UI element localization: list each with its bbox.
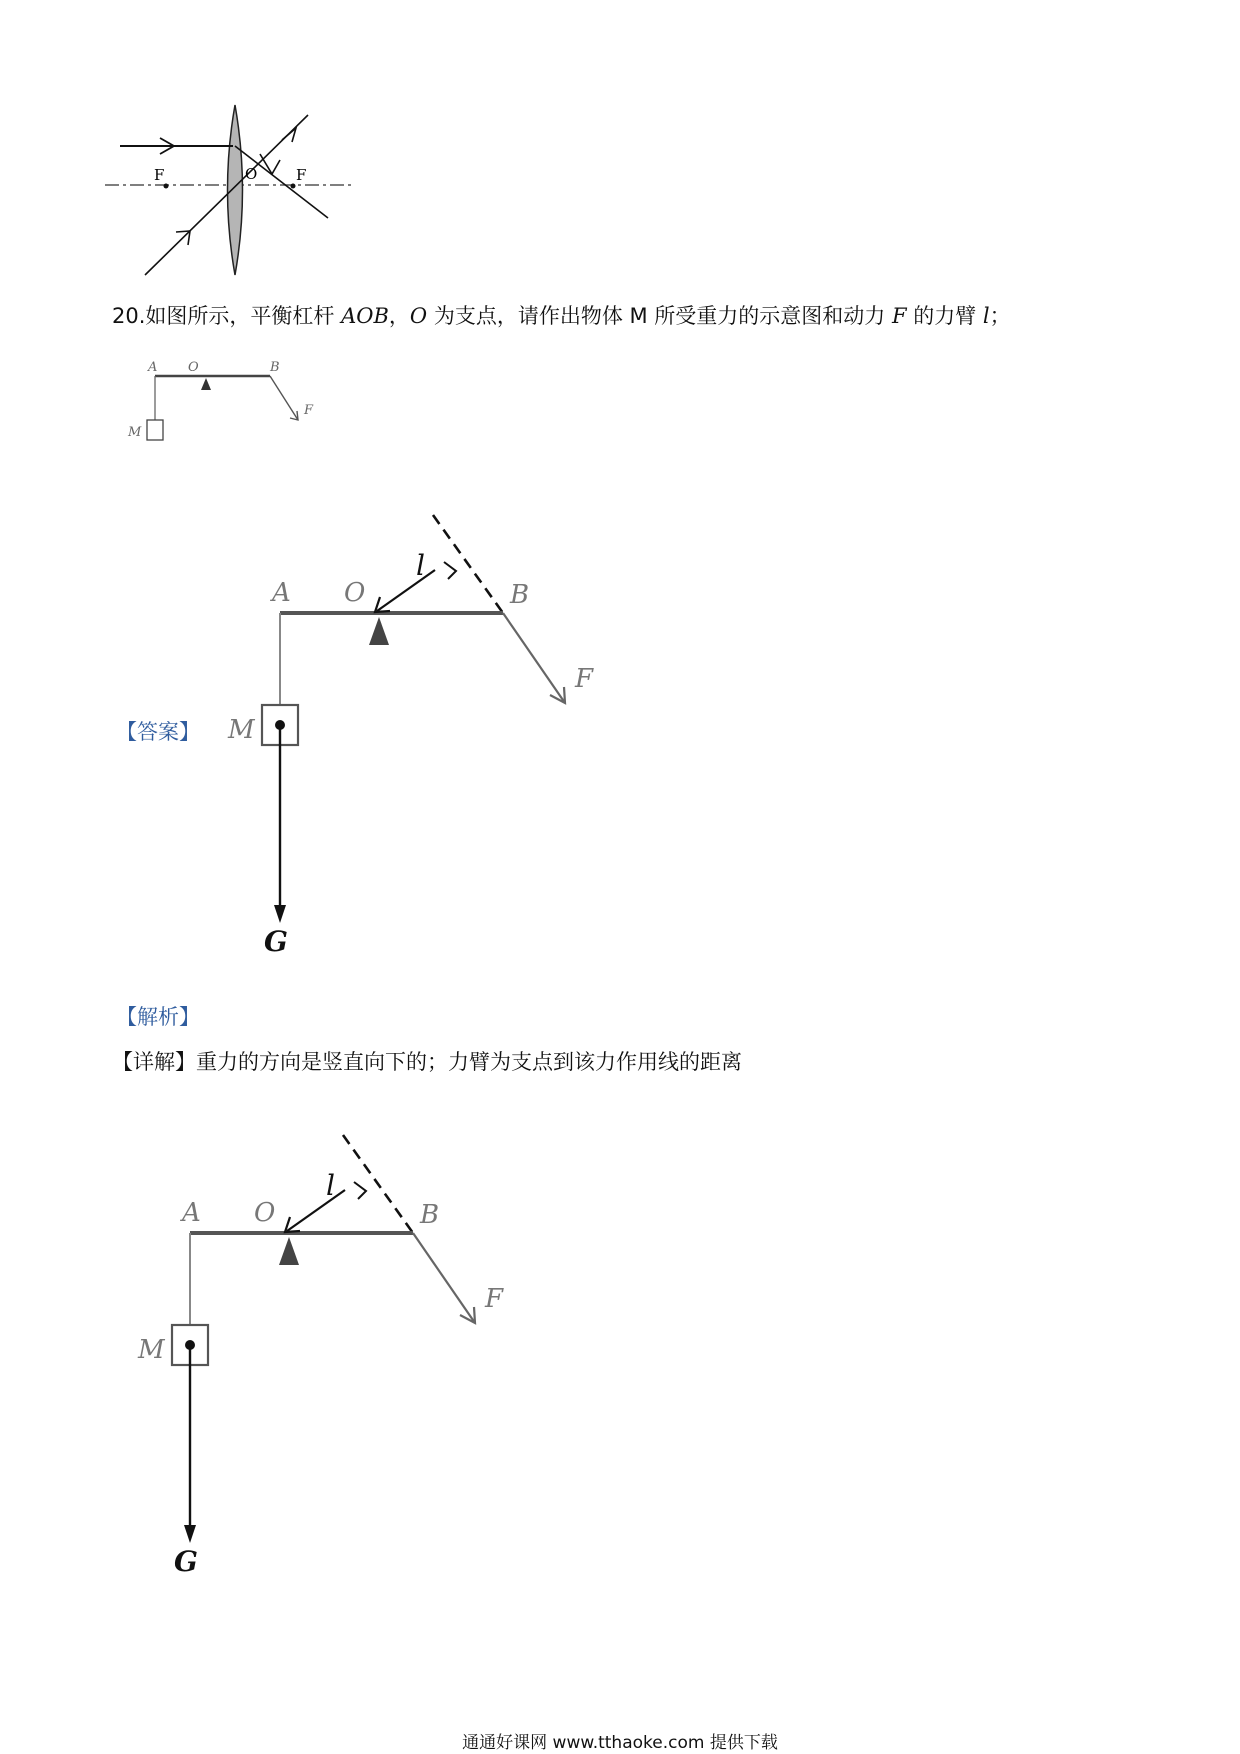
right-angle-icon <box>444 562 456 579</box>
question-number: 20. <box>112 304 146 328</box>
label-o: O <box>254 1198 276 1228</box>
question-text: 为支点，请作出物体 M 所受重力的示意图和动力 <box>427 304 892 328</box>
fulcrum-icon <box>279 1237 299 1265</box>
line-of-action <box>433 515 503 613</box>
analysis-tag: 【解析】 <box>116 1005 200 1029</box>
detail-paragraph <box>112 1046 742 1078</box>
lever-arm-l <box>287 1190 345 1231</box>
focal-right-label: F <box>296 166 307 184</box>
force-arrow <box>413 1233 475 1323</box>
convex-lens <box>228 105 243 275</box>
label-o: O <box>344 578 366 608</box>
question-text: ； <box>989 304 1011 328</box>
force-arrow <box>503 613 565 703</box>
lever-name: AOB <box>341 304 389 328</box>
label-a: A <box>272 578 291 608</box>
label-f: F <box>575 664 594 694</box>
page-footer: 通通好课网 www.tthaoke.com 提供下载 <box>462 1733 778 1753</box>
label-g: G <box>174 1545 198 1578</box>
label-l: l <box>326 1169 335 1202</box>
focal-point-right <box>291 184 296 189</box>
answer-lever-diagram <box>220 505 640 965</box>
fulcrum-icon <box>369 617 389 645</box>
label-f: F <box>304 403 314 418</box>
question-text: ， <box>388 304 410 328</box>
pivot-name: O <box>409 304 428 328</box>
force-arrow <box>270 376 298 420</box>
label-m: M <box>138 1335 165 1365</box>
answer-tag: 【答案】 <box>116 720 200 744</box>
arrow-icon <box>274 905 286 923</box>
block-m <box>147 420 163 440</box>
center-label: O <box>245 165 258 183</box>
label-l: l <box>416 549 425 582</box>
right-angle-icon <box>354 1182 366 1199</box>
lever-figure-small <box>120 358 320 448</box>
label-a: A <box>182 1198 201 1228</box>
label-o: O <box>188 360 199 375</box>
detail-lever-diagram <box>130 1125 550 1585</box>
lens-ray-diagram <box>110 100 350 280</box>
arrow-icon <box>260 154 280 174</box>
label-b: B <box>270 360 280 375</box>
line-of-action <box>343 1135 413 1233</box>
arm-name: l <box>982 304 990 328</box>
arrow-icon <box>460 1307 475 1323</box>
label-f: F <box>485 1284 504 1314</box>
question-text: 如图所示，平衡杠杆 <box>145 304 342 328</box>
lever-arm-l <box>377 570 435 611</box>
focal-left-label: F <box>154 166 165 184</box>
focal-point-left <box>164 184 169 189</box>
arrow-icon <box>282 128 296 142</box>
detail-text: 重力的方向是竖直向下的；力臂为支点到该力作用线的距离 <box>196 1050 742 1074</box>
arrow-icon <box>184 1525 196 1543</box>
label-b: B <box>510 580 530 610</box>
label-g: G <box>264 925 288 958</box>
detail-tag: 【详解】 <box>112 1050 196 1074</box>
label-a: A <box>148 360 158 375</box>
label-m: M <box>228 715 255 745</box>
label-m: M <box>128 425 142 440</box>
fulcrum-icon <box>201 378 211 390</box>
label-b: B <box>420 1200 440 1230</box>
question-text: 的力臂 <box>906 304 983 328</box>
arrow-icon <box>550 687 565 703</box>
force-name: F <box>891 304 907 328</box>
question-20 <box>112 300 1011 332</box>
